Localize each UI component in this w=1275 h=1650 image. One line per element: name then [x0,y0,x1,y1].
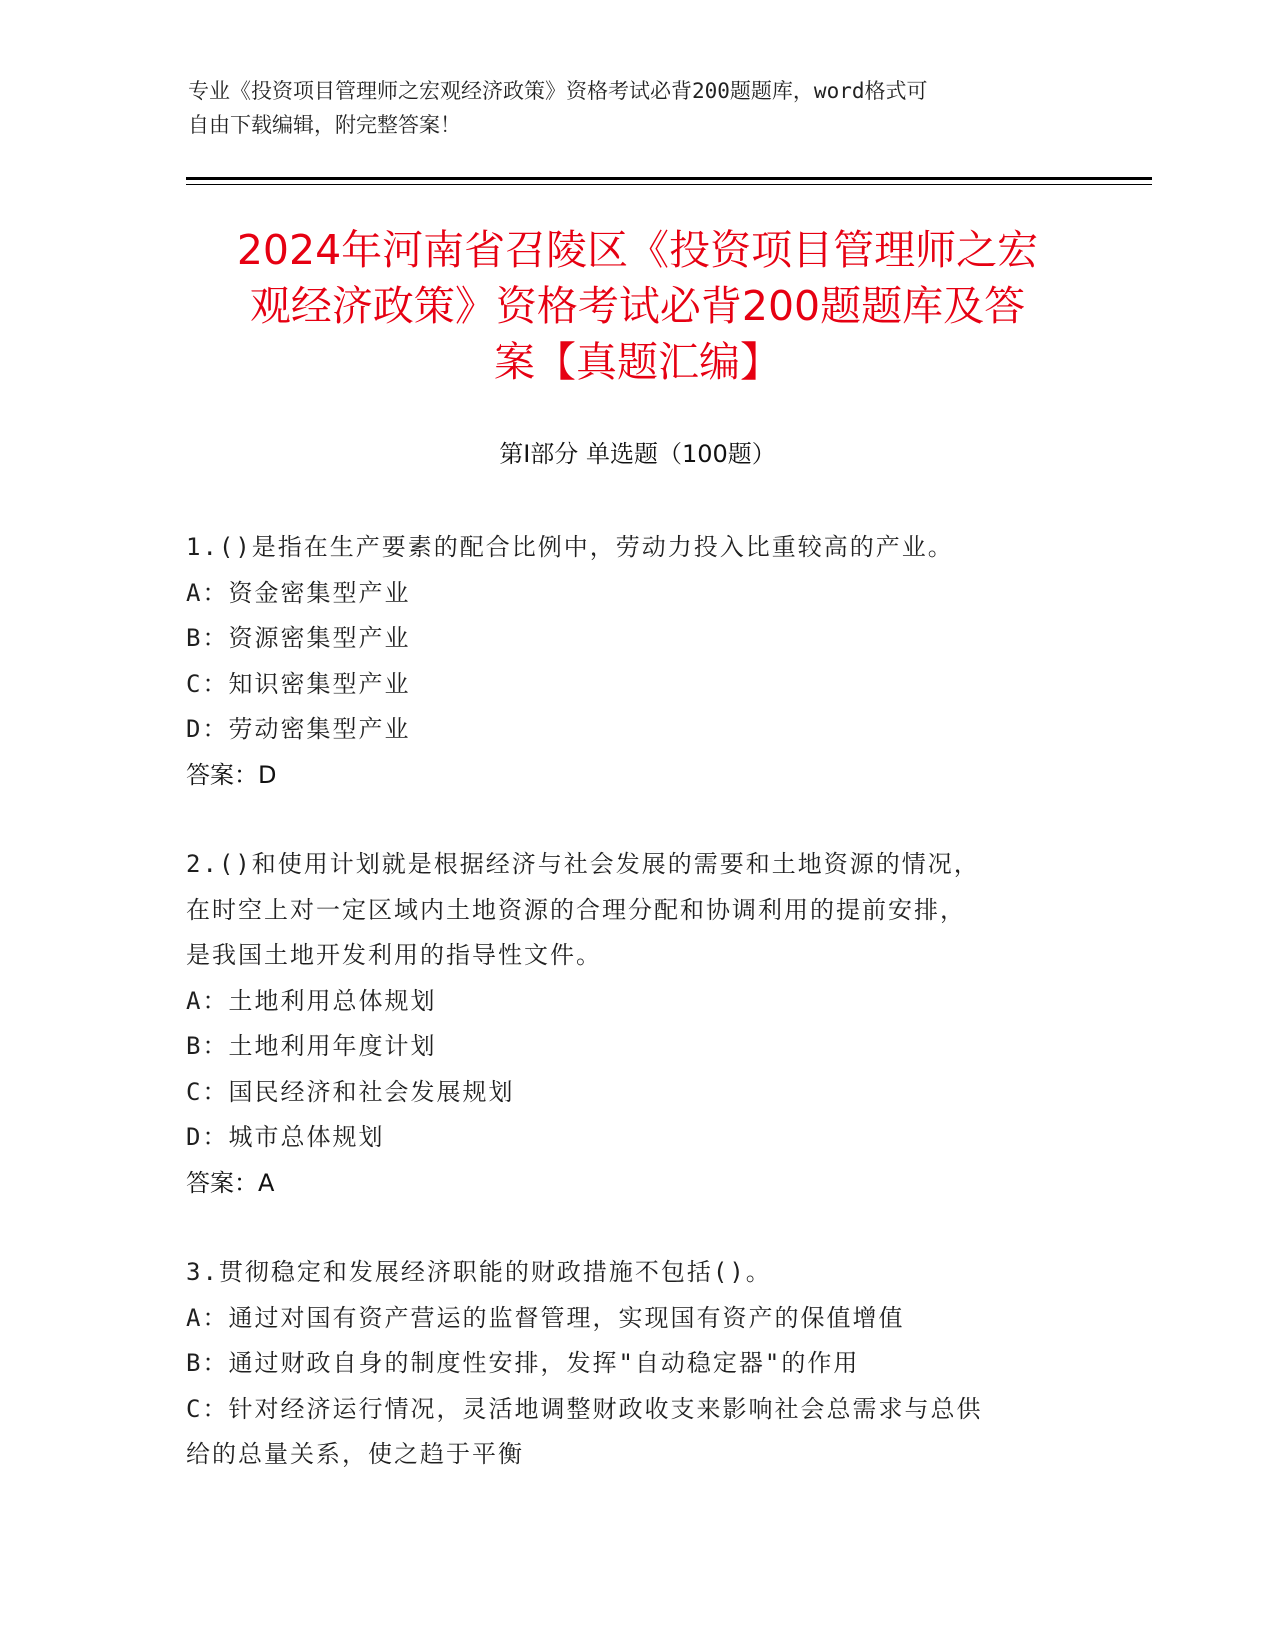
header-note-line: 自由下载编辑，附完整答案！ [188,113,461,137]
answer-option: A：资金密集型产业 [186,578,411,607]
header-divider-thin [186,184,1152,185]
title-line: 案【真题汇编】 [494,338,781,386]
title-line: 2024年河南省召陵区《投资项目管理师之宏 [236,226,1039,274]
answer-option: B：资源密集型产业 [186,624,411,652]
document-title [160,222,1115,390]
answer-option: D：城市总体规划 [186,1123,385,1151]
question-stem: 在时空上对一定区域内土地资源的合理分配和协调利用的提前安排， [186,895,966,924]
section-heading: 第Ⅰ部分 单选题（100题） [499,440,776,468]
question-stem: 3.贯彻稳定和发展经济职能的财政措施不包括()。 [186,1258,772,1286]
answer-option: C：针对经济运行情况，灵活地调整财政收支来影响社会总需求与总供 [186,1394,983,1423]
question-block [186,842,1066,1206]
header-note [188,74,1088,142]
question-stem: 1.()是指在生产要素的配合比例中，劳动力投入比重较高的产业。 [186,533,954,561]
answer-option: B：通过财政自身的制度性安排，发挥"自动稳定器"的作用 [186,1349,860,1377]
question-block [186,1250,1066,1478]
answer-option: 给的总量关系，使之趋于平衡 [186,1440,524,1468]
question-list [186,525,1066,1522]
header-divider-thick [186,177,1152,180]
answer-option: C：国民经济和社会发展规划 [186,1077,515,1106]
question-stem: 是我国土地开发利用的指导性文件。 [186,941,602,969]
question-stem: 2.()和使用计划就是根据经济与社会发展的需要和土地资源的情况， [186,850,980,878]
answer-option: B：土地利用年度计划 [186,1032,437,1060]
answer-option: A：通过对国有资产营运的监督管理，实现国有资产的保值增值 [186,1303,905,1332]
answer-option: A：土地利用总体规划 [186,986,437,1015]
question-block [186,525,1066,798]
answer-key: 答案：A [186,1168,275,1197]
header-note-line: 专业《投资项目管理师之宏观经济政策》资格考试必背200题题库，word格式可 [188,79,928,103]
answer-option: C：知识密集型产业 [186,669,411,698]
answer-key: 答案：D [186,760,277,789]
answer-option: D：劳动密集型产业 [186,715,411,743]
title-line: 观经济政策》资格考试必背200题题库及答 [249,282,1026,330]
